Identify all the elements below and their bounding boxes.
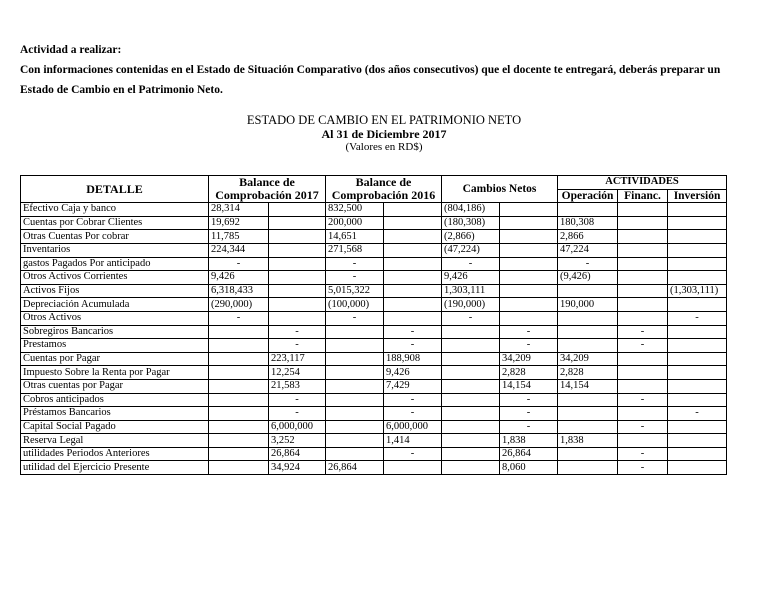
cell-b16: 1,414	[384, 434, 442, 448]
cell-a16	[326, 434, 384, 448]
cell-ca: (190,000)	[442, 298, 500, 312]
cell-a16: 26,864	[326, 461, 384, 475]
cell-b16	[384, 311, 442, 325]
header-detalle: DETALLE	[21, 176, 209, 203]
cell-op	[558, 284, 618, 298]
cell-ca	[442, 407, 500, 421]
cell-inv	[668, 434, 727, 448]
cell-b16: -	[384, 393, 442, 407]
cell-b17: 34,924	[269, 461, 326, 475]
cell-inv	[668, 216, 727, 230]
cell-b16: -	[384, 407, 442, 421]
cell-cb	[500, 257, 558, 271]
cell-b17: 12,254	[269, 366, 326, 380]
cell-fi	[618, 407, 668, 421]
cell-b16	[384, 461, 442, 475]
activity-text-line1: Con informaciones contenidas en el Estado de Situación Comparativo (dos años consecutivos) que el docente te entregará, deberás preparar un	[20, 64, 721, 76]
header-balance-2017: Balance de Comprobación 2017	[209, 176, 326, 203]
cell-a17: 6,318,433	[209, 284, 269, 298]
cell-inv	[668, 203, 727, 217]
cell-fi	[618, 271, 668, 285]
cell-fi: -	[618, 339, 668, 353]
cell-a17	[209, 366, 269, 380]
cell-op	[558, 447, 618, 461]
cell-a16: 14,651	[326, 230, 384, 244]
cell-a17	[209, 447, 269, 461]
cell-op: 2,828	[558, 366, 618, 380]
cell-b16	[384, 298, 442, 312]
row-label: Cuentas por Pagar	[21, 352, 209, 366]
cell-op: 2,866	[558, 230, 618, 244]
cell-b17: -	[269, 407, 326, 421]
cell-fi	[618, 298, 668, 312]
report-date: Al 31 de Diciembre 2017	[321, 127, 447, 141]
table-row	[21, 447, 727, 461]
row-label: utilidad del Ejercicio Presente	[21, 461, 209, 475]
cell-cb	[500, 230, 558, 244]
cell-ca	[442, 379, 500, 393]
header-cambios-netos: Cambios Netos	[442, 176, 558, 203]
row-label: gastos Pagados Por anticipado	[21, 257, 209, 271]
cell-inv	[668, 243, 727, 257]
cell-ca: (180,308)	[442, 216, 500, 230]
cell-a17	[209, 352, 269, 366]
cell-b17: -	[269, 339, 326, 353]
row-label: utilidades Periodos Anteriores	[21, 447, 209, 461]
cell-b16	[384, 203, 442, 217]
row-label: Cobros anticipados	[21, 393, 209, 407]
cell-b17: 223,117	[269, 352, 326, 366]
cell-inv	[668, 325, 727, 339]
cell-b17: 6,000,000	[269, 420, 326, 434]
cell-op	[558, 407, 618, 421]
row-label: Capital Social Pagado	[21, 420, 209, 434]
table-row	[21, 216, 727, 230]
cell-a16: -	[326, 257, 384, 271]
cell-op: -	[558, 257, 618, 271]
table-row	[21, 393, 727, 407]
cell-b17	[269, 284, 326, 298]
cell-b16	[384, 284, 442, 298]
cell-fi: -	[618, 420, 668, 434]
cell-a16: 200,000	[326, 216, 384, 230]
row-label: Otros Activos Corrientes	[21, 271, 209, 285]
row-label: Activos Fijos	[21, 284, 209, 298]
cell-cb	[500, 216, 558, 230]
table-row	[21, 366, 727, 380]
cell-inv: -	[668, 311, 727, 325]
cell-inv	[668, 461, 727, 475]
table-row	[21, 271, 727, 285]
cell-op: 1,838	[558, 434, 618, 448]
cell-a16	[326, 366, 384, 380]
cell-op: 180,308	[558, 216, 618, 230]
cell-b17	[269, 271, 326, 285]
cell-a16	[326, 379, 384, 393]
cell-b16	[384, 216, 442, 230]
cell-a17	[209, 407, 269, 421]
cell-op	[558, 325, 618, 339]
cell-cb: -	[500, 407, 558, 421]
cell-op: 47,224	[558, 243, 618, 257]
table-row	[21, 339, 727, 353]
cell-op	[558, 311, 618, 325]
cell-inv	[668, 298, 727, 312]
cell-a17: 19,692	[209, 216, 269, 230]
cell-op	[558, 339, 618, 353]
cell-b17: -	[269, 393, 326, 407]
table-row	[21, 203, 727, 217]
cell-b16: -	[384, 447, 442, 461]
cell-ca: 9,426	[442, 271, 500, 285]
row-label: Prestamos	[21, 339, 209, 353]
cell-ca	[442, 366, 500, 380]
cell-op: 190,000	[558, 298, 618, 312]
cell-a16	[326, 420, 384, 434]
row-label: Reserva Legal	[21, 434, 209, 448]
cell-cb: 14,154	[500, 379, 558, 393]
cell-ca: (2,866)	[442, 230, 500, 244]
cell-b17: 26,864	[269, 447, 326, 461]
table-row	[21, 379, 727, 393]
cell-a17	[209, 434, 269, 448]
cell-cb	[500, 203, 558, 217]
cell-inv	[668, 257, 727, 271]
cell-cb: -	[500, 339, 558, 353]
cell-a16: -	[326, 271, 384, 285]
row-label: Efectivo Caja y banco	[21, 203, 209, 217]
cell-b16: 6,000,000	[384, 420, 442, 434]
cell-fi	[618, 434, 668, 448]
cell-a16: -	[326, 311, 384, 325]
cell-cb	[500, 243, 558, 257]
cell-inv: (1,303,111)	[668, 284, 727, 298]
cell-fi	[618, 230, 668, 244]
cell-a16	[326, 407, 384, 421]
cell-a16	[326, 393, 384, 407]
cell-ca	[442, 325, 500, 339]
cell-cb	[500, 311, 558, 325]
cell-ca: -	[442, 257, 500, 271]
cell-a17	[209, 420, 269, 434]
table-row	[21, 230, 727, 244]
cell-ca: (804,186)	[442, 203, 500, 217]
cell-b16: -	[384, 339, 442, 353]
cell-a16: 271,568	[326, 243, 384, 257]
cell-b17: -	[269, 325, 326, 339]
cell-op	[558, 393, 618, 407]
cell-op	[558, 461, 618, 475]
header-operacion: Operación	[558, 189, 618, 203]
cell-a17: 9,426	[209, 271, 269, 285]
cell-a17: 28,314	[209, 203, 269, 217]
cell-cb: 1,838	[500, 434, 558, 448]
cell-b17	[269, 298, 326, 312]
cell-b17	[269, 216, 326, 230]
cell-b16: 9,426	[384, 366, 442, 380]
cell-b16	[384, 230, 442, 244]
header-financ: Financ.	[618, 189, 668, 203]
report-title: ESTADO DE CAMBIO EN EL PATRIMONIO NETO	[246, 113, 522, 127]
cell-inv	[668, 393, 727, 407]
cell-b16: 7,429	[384, 379, 442, 393]
cell-fi	[618, 284, 668, 298]
cell-fi	[618, 257, 668, 271]
row-label: Sobregiros Bancarios	[21, 325, 209, 339]
cell-a17: -	[209, 257, 269, 271]
cell-fi	[618, 311, 668, 325]
cell-fi	[618, 203, 668, 217]
table-row	[21, 352, 727, 366]
report-currency: (Valores en RD$)	[345, 141, 423, 153]
activity-text-line2: Estado de Cambio en el Patrimonio Neto.	[20, 84, 223, 96]
cell-a16: 832,500	[326, 203, 384, 217]
table-row	[21, 461, 727, 475]
cell-a17: (290,000)	[209, 298, 269, 312]
cell-a16: (100,000)	[326, 298, 384, 312]
cell-a17: 224,344	[209, 243, 269, 257]
header-actividades: ACTIVIDADES	[558, 176, 727, 190]
cell-a17: -	[209, 311, 269, 325]
cell-op: 14,154	[558, 379, 618, 393]
cell-cb: 34,209	[500, 352, 558, 366]
cell-op	[558, 203, 618, 217]
cell-ca	[442, 393, 500, 407]
cell-b17: 3,252	[269, 434, 326, 448]
cell-b17	[269, 243, 326, 257]
cell-a16	[326, 447, 384, 461]
cell-inv: -	[668, 407, 727, 421]
cell-op	[558, 420, 618, 434]
table-row	[21, 243, 727, 257]
cell-fi: -	[618, 393, 668, 407]
cell-cb: -	[500, 393, 558, 407]
cell-inv	[668, 230, 727, 244]
cell-cb: 2,828	[500, 366, 558, 380]
cell-cb	[500, 298, 558, 312]
cell-b16	[384, 257, 442, 271]
table-row	[21, 284, 727, 298]
cell-fi	[618, 243, 668, 257]
cell-ca	[442, 434, 500, 448]
cell-a17	[209, 461, 269, 475]
cell-cb: -	[500, 420, 558, 434]
equity-change-table	[20, 175, 727, 475]
cell-cb: -	[500, 325, 558, 339]
cell-b17	[269, 230, 326, 244]
header-inversion: Inversión	[668, 189, 727, 203]
cell-b16: -	[384, 325, 442, 339]
cell-a17	[209, 325, 269, 339]
cell-inv	[668, 420, 727, 434]
row-label: Inventarios	[21, 243, 209, 257]
cell-ca: (47,224)	[442, 243, 500, 257]
cell-cb: 26,864	[500, 447, 558, 461]
cell-a16	[326, 339, 384, 353]
cell-ca	[442, 447, 500, 461]
cell-fi	[618, 366, 668, 380]
cell-b16	[384, 243, 442, 257]
cell-a17	[209, 379, 269, 393]
cell-fi: -	[618, 447, 668, 461]
cell-ca: -	[442, 311, 500, 325]
cell-ca	[442, 352, 500, 366]
table-row	[21, 325, 727, 339]
cell-a16: 5,015,322	[326, 284, 384, 298]
cell-op: 34,209	[558, 352, 618, 366]
table-row	[21, 407, 727, 421]
activity-instructions	[20, 40, 760, 100]
cell-a17: 11,785	[209, 230, 269, 244]
cell-a16	[326, 325, 384, 339]
row-label: Otras cuentas por Pagar	[21, 379, 209, 393]
cell-inv	[668, 271, 727, 285]
table-row	[21, 434, 727, 448]
cell-cb	[500, 284, 558, 298]
row-label: Depreciación Acumulada	[21, 298, 209, 312]
cell-b16: 188,908	[384, 352, 442, 366]
row-label: Préstamos Bancarios	[21, 407, 209, 421]
cell-b17: 21,583	[269, 379, 326, 393]
row-label: Cuentas por Cobrar Clientes	[21, 216, 209, 230]
cell-b17	[269, 311, 326, 325]
table-row	[21, 257, 727, 271]
cell-fi: -	[618, 461, 668, 475]
cell-ca	[442, 461, 500, 475]
cell-ca: 1,303,111	[442, 284, 500, 298]
cell-inv	[668, 339, 727, 353]
cell-fi	[618, 352, 668, 366]
cell-inv	[668, 352, 727, 366]
cell-op: (9,426)	[558, 271, 618, 285]
cell-b16	[384, 271, 442, 285]
cell-a16	[326, 352, 384, 366]
cell-fi: -	[618, 325, 668, 339]
cell-inv	[668, 447, 727, 461]
cell-cb: 8,060	[500, 461, 558, 475]
row-label: Otros Activos	[21, 311, 209, 325]
cell-inv	[668, 379, 727, 393]
table-row	[21, 420, 727, 434]
row-label: Otras Cuentas Por cobrar	[21, 230, 209, 244]
activity-heading: Actividad a realizar:	[20, 44, 122, 56]
cell-inv	[668, 366, 727, 380]
cell-b17	[269, 257, 326, 271]
cell-ca	[442, 339, 500, 353]
cell-ca	[442, 420, 500, 434]
header-balance-2016: Balance de Comprobación 2016	[326, 176, 442, 203]
cell-a17	[209, 339, 269, 353]
table-row	[21, 298, 727, 312]
table-row	[21, 311, 727, 325]
cell-a17	[209, 393, 269, 407]
cell-b17	[269, 203, 326, 217]
cell-fi	[618, 216, 668, 230]
cell-cb	[500, 271, 558, 285]
row-label: Impuesto Sobre la Renta por Pagar	[21, 366, 209, 380]
cell-fi	[618, 379, 668, 393]
